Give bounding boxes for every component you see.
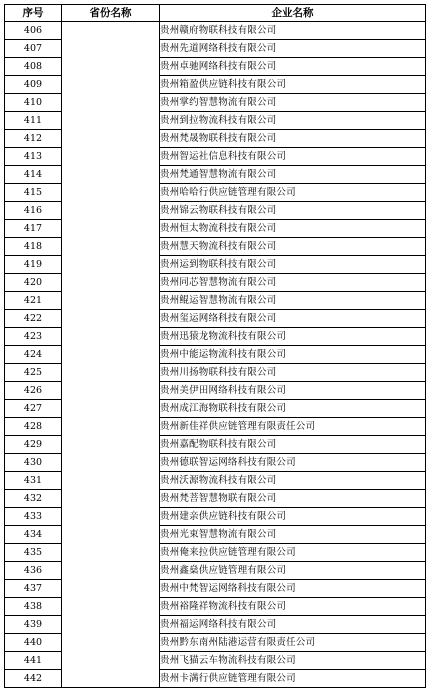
enterprise-name-cell: 贵州赣府物联科技有限公司 (160, 22, 426, 40)
enterprise-name-cell: 贵州飞猫云车物流科技有限公司 (160, 652, 426, 670)
enterprise-name-cell: 贵州德联智运网络科技有限公司 (160, 454, 426, 472)
enterprise-name-cell: 贵州掌约智慧物流有限公司 (160, 94, 426, 112)
enterprise-name-cell: 贵州福运网络科技有限公司 (160, 616, 426, 634)
enterprise-name-cell: 贵州新佳祥供应链管理有限责任公司 (160, 418, 426, 436)
serial-number-cell: 412 (5, 130, 62, 148)
serial-number-cell: 415 (5, 184, 62, 202)
enterprise-name-cell: 贵州锦云物联科技有限公司 (160, 202, 426, 220)
serial-number-cell: 413 (5, 148, 62, 166)
serial-number-cell: 419 (5, 256, 62, 274)
enterprise-name-cell: 贵州哈哈行供应链管理有限公司 (160, 184, 426, 202)
enterprise-name-cell: 贵州卡满行供应链管理有限公司 (160, 670, 426, 688)
serial-number-cell: 406 (5, 22, 62, 40)
serial-number-cell: 423 (5, 328, 62, 346)
header-province-name: 省份名称 (62, 5, 160, 22)
serial-number-cell: 440 (5, 634, 62, 652)
header-serial-no: 序号 (5, 5, 62, 22)
serial-number-cell: 408 (5, 58, 62, 76)
document-page (4, 4, 425, 688)
serial-number-cell: 439 (5, 616, 62, 634)
enterprise-name-cell: 贵州慧天物流科技有限公司 (160, 238, 426, 256)
table-body (5, 22, 426, 688)
enterprise-name-cell: 贵州运到物联科技有限公司 (160, 256, 426, 274)
serial-number-cell: 435 (5, 544, 62, 562)
serial-number-cell: 409 (5, 76, 62, 94)
serial-number-cell: 434 (5, 526, 62, 544)
enterprise-name-cell: 贵州俺来拉供应链管理有限公司 (160, 544, 426, 562)
enterprise-name-cell: 贵州黔东南州陆港运营有限责任公司 (160, 634, 426, 652)
serial-number-cell: 428 (5, 418, 62, 436)
enterprise-name-cell: 贵州梵晟物联科技有限公司 (160, 130, 426, 148)
header-row (5, 5, 426, 22)
enterprise-name-cell: 贵州成江海物联科技有限公司 (160, 400, 426, 418)
enterprise-name-cell: 贵州中能运物流科技有限公司 (160, 346, 426, 364)
serial-number-cell: 429 (5, 436, 62, 454)
enterprise-name-cell: 贵州中梵智运网络科技有限公司 (160, 580, 426, 598)
serial-number-cell: 425 (5, 364, 62, 382)
serial-number-cell: 420 (5, 274, 62, 292)
serial-number-cell: 424 (5, 346, 62, 364)
serial-number-cell: 433 (5, 508, 62, 526)
enterprise-name-cell: 贵州裕隆祥物流科技有限公司 (160, 598, 426, 616)
serial-number-cell: 438 (5, 598, 62, 616)
enterprise-name-cell: 贵州恒太物流科技有限公司 (160, 220, 426, 238)
serial-number-cell: 417 (5, 220, 62, 238)
serial-number-cell: 431 (5, 472, 62, 490)
enterprise-name-cell: 贵州沃源物流科技有限公司 (160, 472, 426, 490)
header-enterprise-name: 企业名称 (160, 5, 426, 22)
serial-number-cell: 410 (5, 94, 62, 112)
serial-number-cell: 432 (5, 490, 62, 508)
serial-number-cell: 407 (5, 40, 62, 58)
enterprise-name-cell: 贵州鑫燊供应链管理有限公司 (160, 562, 426, 580)
enterprise-name-cell: 贵州到拉物流科技有限公司 (160, 112, 426, 130)
enterprise-name-cell: 贵州光束智慧物流有限公司 (160, 526, 426, 544)
serial-number-cell: 414 (5, 166, 62, 184)
enterprise-name-cell: 贵州同芯智慧物流有限公司 (160, 274, 426, 292)
serial-number-cell: 418 (5, 238, 62, 256)
enterprise-name-cell: 贵州嘉配物联科技有限公司 (160, 436, 426, 454)
serial-number-cell: 436 (5, 562, 62, 580)
enterprise-table (4, 4, 426, 688)
enterprise-name-cell: 贵州梵菩智慧物联有限公司 (160, 490, 426, 508)
enterprise-name-cell: 贵州箱盈供应链科技有限公司 (160, 76, 426, 94)
serial-number-cell: 442 (5, 670, 62, 688)
enterprise-name-cell: 贵州先道网络科技有限公司 (160, 40, 426, 58)
enterprise-name-cell: 贵州迅猿龙物流科技有限公司 (160, 328, 426, 346)
serial-number-cell: 411 (5, 112, 62, 130)
serial-number-cell: 416 (5, 202, 62, 220)
serial-number-cell: 426 (5, 382, 62, 400)
province-name-cell (62, 22, 160, 688)
serial-number-cell: 421 (5, 292, 62, 310)
table-row (5, 22, 426, 40)
enterprise-name-cell: 贵州美伊田网络科技有限公司 (160, 382, 426, 400)
enterprise-name-cell: 贵州川扬物联科技有限公司 (160, 364, 426, 382)
serial-number-cell: 427 (5, 400, 62, 418)
enterprise-name-cell: 贵州智运社信息科技有限公司 (160, 148, 426, 166)
enterprise-name-cell: 贵州卓驰网络科技有限公司 (160, 58, 426, 76)
enterprise-name-cell: 贵州梵通智慧物流有限公司 (160, 166, 426, 184)
serial-number-cell: 430 (5, 454, 62, 472)
enterprise-name-cell: 贵州玺运网络科技有限公司 (160, 310, 426, 328)
serial-number-cell: 422 (5, 310, 62, 328)
serial-number-cell: 441 (5, 652, 62, 670)
enterprise-name-cell: 贵州鲲运智慧物流有限公司 (160, 292, 426, 310)
enterprise-name-cell: 贵州建亲供应链科技有限公司 (160, 508, 426, 526)
serial-number-cell: 437 (5, 580, 62, 598)
